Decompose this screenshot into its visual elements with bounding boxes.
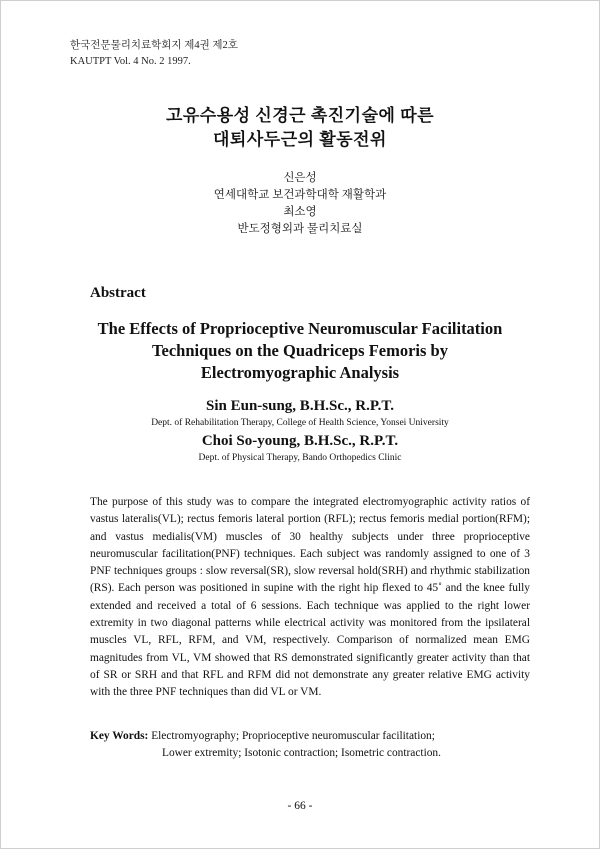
- korean-title: [0, 104, 600, 152]
- english-title-line-1: The Effects of Proprioceptive Neuromuscular Facilitation: [97, 319, 503, 338]
- english-author-2-dept: Dept. of Physical Therapy, Bando Orthopedics Clinic: [198, 453, 402, 463]
- english-author-1-dept: Dept. of Rehabilitation Therapy, College of Health Science, Yonsei University: [151, 418, 449, 428]
- english-title-line-3: Electromyographic Analysis: [200, 363, 400, 382]
- journal-header-english: KAUTPT Vol. 4 No. 2 1997.: [70, 56, 191, 67]
- keywords-line-1: Electromyography; Proprioceptive neuromuscular facilitation;: [151, 730, 435, 742]
- abstract-body: The purpose of this study was to compare the integrated electromyographic activity ratios of vastus lateralis(VL); rectus femoris lateral portion (RFL); rectus femoris medial portion(RFM); and vastus medialis(VM) muscles of 30 healthy subjects under three proprioceptive neuromuscular facilitation(PNF) techniques. Each subject was randomly assigned to one of 3 PNF techniques groups : slow reversal(SR), slow reversal hold(SRH) and rhythmic stabilization (RS). Each person was positioned in supine with the right hip flexed to 45˚ and the knee fully extended and received a total of 6 sessions. Each technique was applied to the right lower extremity in two diagonal patterns while electrical activity was monitored from the ipsilateral muscles VL, RFL, RFM, and VM, respectively. Comparison of normalized mean EMG magnitudes from VL, VM showed that RS demonstrated significantly greater activity than that of SR or SRH and that RFL and RFM did not demonstrate any greater relative EMG activity with the three PNF techniques than did VL or VM.: [90, 496, 530, 699]
- journal-header-korean: 한국전문물리치료학회지 제4권 제2호: [70, 40, 238, 51]
- journal-header: [70, 38, 238, 70]
- keywords: [90, 728, 550, 762]
- page-number: - 66 -: [287, 800, 313, 812]
- korean-author-1: 신은성: [283, 172, 317, 184]
- korean-title-line-1: 고유수용성 신경근 촉진기술에 따른: [165, 106, 435, 125]
- english-title-line-2: Techniques on the Quadriceps Femoris by: [152, 341, 448, 360]
- korean-authors: [0, 170, 600, 238]
- keywords-label: Key Words:: [90, 730, 149, 742]
- korean-affiliation-2: 반도정형외과 물리치료실: [237, 223, 363, 235]
- english-title: [60, 318, 540, 384]
- english-author-2-name: Choi So-young, B.H.Sc., R.P.T.: [201, 433, 399, 449]
- korean-affiliation-1: 연세대학교 보건과학대학 재활학과: [213, 189, 387, 201]
- english-author-1-name: Sin Eun-sung, B.H.Sc., R.P.T.: [206, 398, 394, 414]
- korean-title-line-2: 대퇴사두근의 활동전위: [213, 130, 387, 149]
- keywords-line-2: Lower extremity; Isotonic contraction; Isometric contraction.: [162, 747, 441, 759]
- english-authors: [0, 397, 600, 467]
- abstract-heading: Abstract: [90, 285, 146, 301]
- korean-author-2: 최소영: [283, 206, 317, 218]
